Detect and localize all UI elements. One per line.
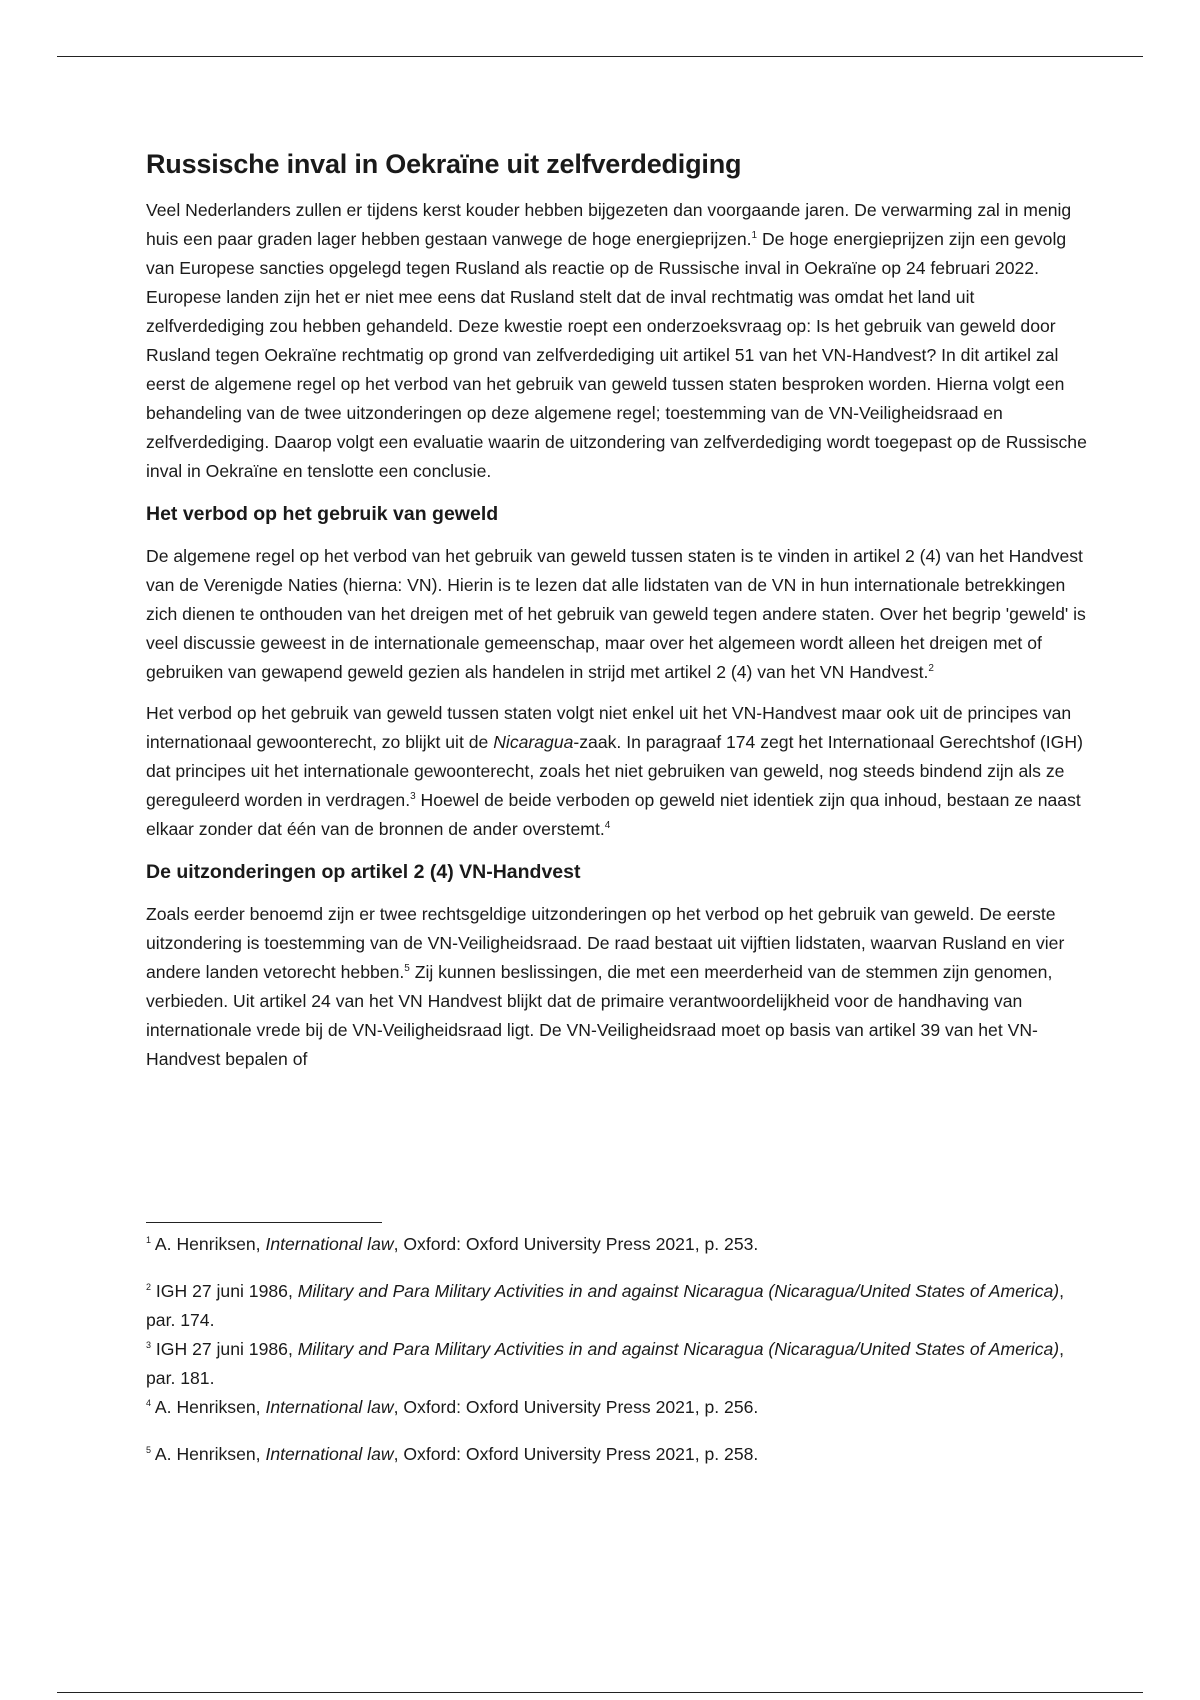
section1-text-2b: -zaak. In paragraaf 174 zegt het Internationaal Gerechtshof (IGH) dat principes uit het internationale gewoonterecht, zoals het niet gebruiken van geweld, nog steeds bindend zijn als ze gereguleerd worden in verdragen. bbox=[146, 732, 1083, 810]
footnote-text: , par. 181. bbox=[146, 1339, 1065, 1388]
footnote-text: IGH 27 juni 1986, bbox=[151, 1281, 298, 1301]
footnote-source-title: Military and Para Military Activities in and against Nicaragua (Nicaragua/United States of America) bbox=[297, 1281, 1060, 1301]
footnote-text: , par. 174. bbox=[146, 1281, 1065, 1330]
section1-text-1: De algemene regel op het verbod van het gebruik van geweld tussen staten is te vinden in artikel 2 (4) van het Handvest van de Verenigde Naties (hierna: VN). Hierin is te lezen dat alle lidstaten van de VN in hun internationale betrekkingen zich dienen te onthouden van het dreigen met of het gebruik van geweld tegen andere staten. Over het begrip 'geweld' is veel discussie geweest in de internationale gemeenschap, maar over het algemeen wordt alleen het dreigen met of gebruiken van gewapend geweld gezien als handelen in strijd met artikel 2 (4) van het VN Handvest. bbox=[146, 546, 1086, 682]
section2-text-a: Zoals eerder benoemd zijn er twee rechtsgeldige uitzonderingen op het verbod op het gebruik van geweld. De eerste uitzondering is toestemming van de VN-Veiligheidsraad. De raad bestaat uit vijftien lidstaten, waarvan Rusland en vier andere landen vetorecht hebben. bbox=[146, 904, 1065, 982]
section1-paragraph-1 bbox=[146, 542, 1091, 687]
footnote-text: , Oxford: Oxford University Press 2021, p. 253. bbox=[393, 1234, 759, 1254]
section-heading-exceptions: De uitzonderingen op artikel 2 (4) VN-Handvest bbox=[146, 861, 581, 883]
footnote-ref-4[interactable]: 4 bbox=[604, 820, 611, 832]
footnote-2 bbox=[146, 1277, 1091, 1335]
footnote-text: , Oxford: Oxford University Press 2021, p. 256. bbox=[393, 1397, 759, 1417]
footnote-text: A. Henriksen, bbox=[151, 1234, 266, 1254]
header-rule bbox=[57, 56, 1143, 57]
intro-text-1: Veel Nederlanders zullen er tijdens kerst kouder hebben bijgezeten dan voorgaande jaren. De verwarming zal in menig huis een paar graden lager hebben gestaan vanwege de hoge energieprijzen. bbox=[146, 200, 1072, 249]
section1-text-2c: Hoewel de beide verboden op geweld niet identiek zijn qua inhoud, bestaan ze naast elkaar zonder dat één van de bronnen de ander overstemt. bbox=[146, 790, 1081, 839]
page-body bbox=[146, 146, 1091, 1086]
footnote-text: A. Henriksen, bbox=[151, 1397, 266, 1417]
footnote-1 bbox=[146, 1230, 1091, 1259]
footnote-text: IGH 27 juni 1986, bbox=[151, 1339, 298, 1359]
footnote-number: 1 bbox=[146, 1235, 152, 1246]
footnote-ref-2[interactable]: 2 bbox=[928, 663, 934, 675]
article-title: Russische inval in Oekraïne uit zelfverdediging bbox=[146, 149, 742, 179]
footnote-ref-1[interactable]: 1 bbox=[751, 230, 758, 242]
footnote-4 bbox=[146, 1393, 1091, 1422]
section1-text-2a: Het verbod op het gebruik van geweld tussen staten volgt niet enkel uit het VN-Handvest maar ook uit de principes van internationaal gewoonterecht, zo blijkt uit de bbox=[146, 703, 1072, 752]
footnote-source-title: International law bbox=[265, 1444, 394, 1464]
section2-text-b: Zij kunnen beslissingen, die met een meerderheid van de stemmen zijn genomen, verbieden. Uit artikel 24 van het VN Handvest blijkt dat de primaire verantwoordelijkheid voor de handhaving van internationale vrede bij de VN-Veiligheidsraad ligt. De VN-Veiligheidsraad moet op basis van artikel 39 van het VN-Handvest bepalen of bbox=[146, 962, 1053, 1069]
footnote-number: 2 bbox=[146, 1282, 152, 1293]
footnote-source-title: International law bbox=[265, 1397, 394, 1417]
footnote-ref-3[interactable]: 3 bbox=[410, 791, 416, 803]
footnote-number: 4 bbox=[146, 1398, 152, 1409]
footnote-number: 3 bbox=[146, 1340, 152, 1351]
footnote-source-title: Military and Para Military Activities in and against Nicaragua (Nicaragua/United States of America) bbox=[297, 1339, 1060, 1359]
footnote-number: 5 bbox=[146, 1445, 152, 1456]
footnote-text: A. Henriksen, bbox=[151, 1444, 266, 1464]
footnote-ref-5[interactable]: 5 bbox=[404, 963, 410, 975]
footer-rule bbox=[57, 1692, 1143, 1693]
intro-paragraph bbox=[146, 196, 1091, 486]
footnote-separator bbox=[146, 1222, 382, 1223]
footnote-source-title: International law bbox=[265, 1234, 394, 1254]
section-heading-ban: Het verbod op het gebruik van geweld bbox=[146, 503, 499, 525]
section2-paragraph bbox=[146, 900, 1091, 1074]
nicaragua-italic: Nicaragua bbox=[493, 732, 574, 752]
footnote-3 bbox=[146, 1335, 1091, 1393]
footnotes bbox=[146, 1230, 1091, 1469]
footnote-5 bbox=[146, 1440, 1091, 1469]
footnote-text: , Oxford: Oxford University Press 2021, p. 258. bbox=[393, 1444, 759, 1464]
section1-paragraph-2 bbox=[146, 699, 1091, 844]
intro-text-2: De hoge energieprijzen zijn een gevolg van Europese sancties opgelegd tegen Rusland als reactie op de Russische inval in Oekraïne op 24 februari 2022. Europese landen zijn het er niet mee eens dat Rusland stelt dat de inval rechtmatig was omdat het land uit zelfverdediging zou hebben gehandeld. Deze kwestie roept een onderzoeksvraag op: Is het gebruik van geweld door Rusland tegen Oekraïne rechtmatig op grond van zelfverdediging uit artikel 51 van het VN-Handvest? In dit artikel zal eerst de algemene regel op het verbod van het gebruik van geweld tussen staten besproken worden. Hierna volgt een behandeling van de twee uitzonderingen op deze algemene regel; toestemming van de VN-Veiligheidsraad en zelfverdediging. Daarop volgt een evaluatie waarin de uitzondering van zelfverdediging wordt toegepast op de Russische inval in Oekraïne en tenslotte een conclusie. bbox=[146, 229, 1087, 481]
